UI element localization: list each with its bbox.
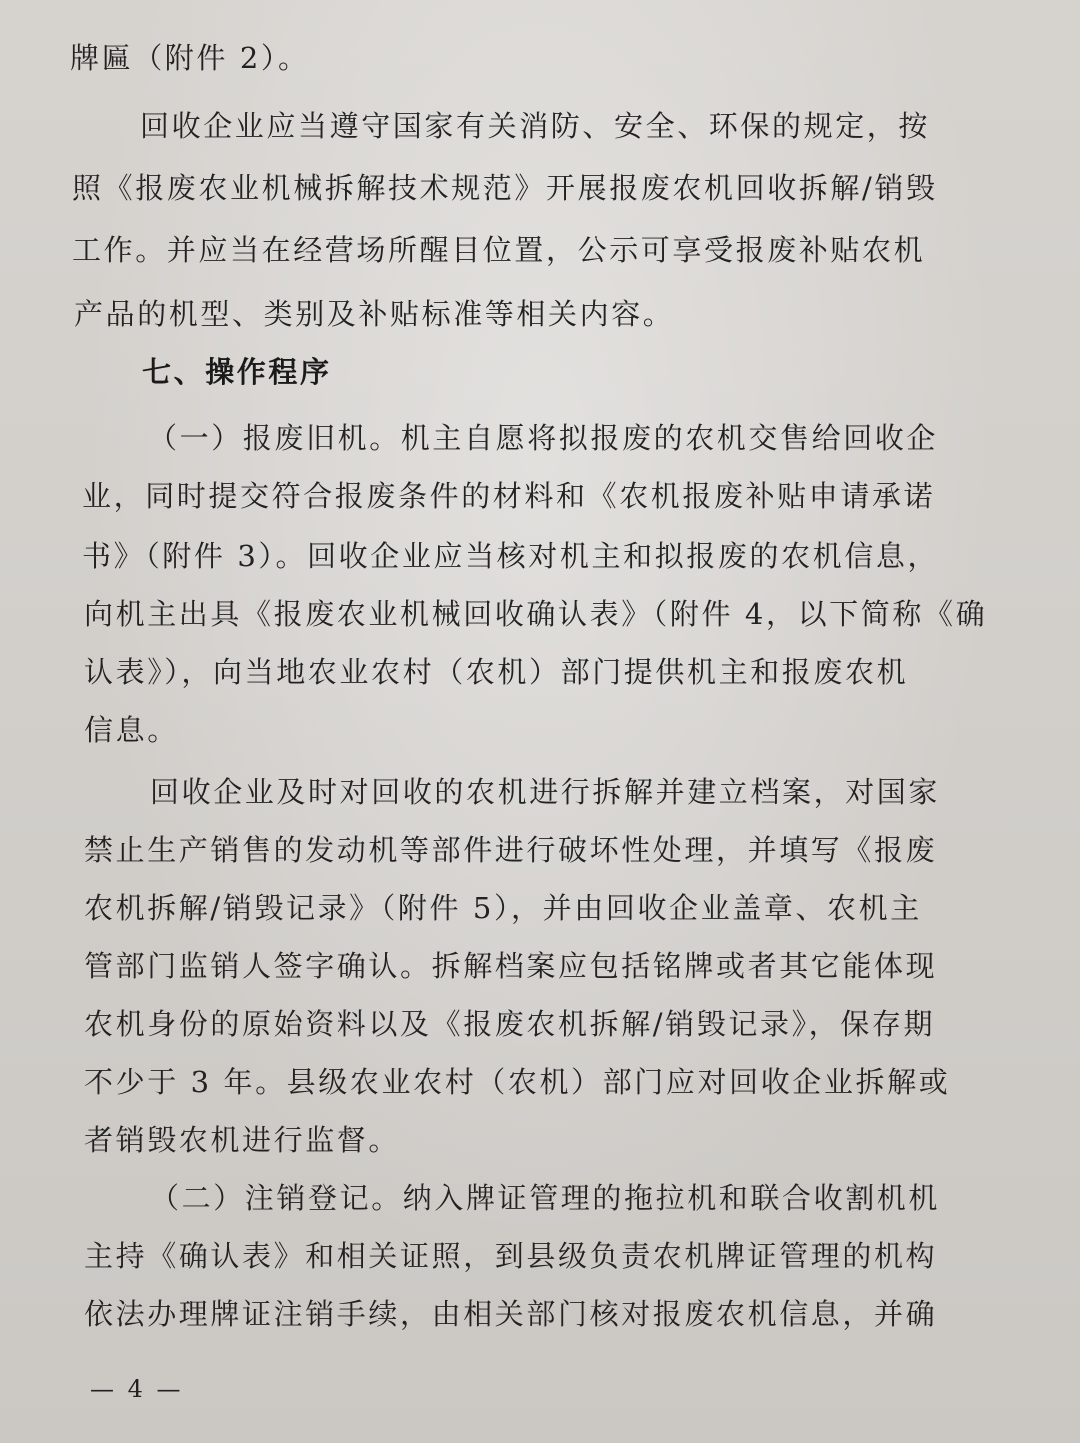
text-line: 者销毁农机进行监督。 (84, 1123, 401, 1157)
text-line: 主持《确认表》和相关证照，到县级负责农机牌证管理的机构 (84, 1239, 938, 1273)
text-line: （二）注销登记。纳入牌证管理的拖拉机和联合收割机机 (150, 1181, 941, 1215)
text-line: 照《报废农业机械拆解技术规范》开展报废农机回收拆解/销毁 (72, 171, 938, 205)
text-line: 书》（附件 3）。回收企业应当核对机主和拟报废的农机信息， (82, 539, 940, 573)
text-line: 信息。 (84, 713, 179, 747)
section-heading: 七、操作程序 (142, 355, 332, 389)
text-line: 业，同时提交符合报废条件的材料和《农机报废补贴申请承诺 (82, 479, 936, 513)
text-line: 回收企业应当遵守国家有关消防、安全、环保的规定，按 (140, 109, 931, 143)
text-line: 不少于 3 年。县级农业农村（农机）部门应对回收企业拆解或 (84, 1065, 951, 1099)
text-line: 产品的机型、类别及补贴标准等相关内容。 (74, 297, 675, 331)
text-line: 禁止生产销售的发动机等部件进行破坏性处理，并填写《报废 (84, 833, 938, 867)
text-line: 农机身份的原始资料以及《报废农机拆解/销毁记录》，保存期 (84, 1007, 936, 1041)
text-line: 依法办理牌证注销手续，由相关部门核对报废农机信息，并确 (84, 1297, 938, 1331)
text-line: 管部门监销人签字确认。拆解档案应包括铭牌或者其它能体现 (84, 949, 938, 983)
text-line: 农机拆解/销毁记录》（附件 5），并由回收企业盖章、农机主 (84, 891, 922, 925)
text-line: 向机主出具《报废农业机械回收确认表》（附件 4，以下简称《确 (84, 597, 988, 631)
text-line: 认表》），向当地农业农村（农机）部门提供机主和报废农机 (84, 655, 909, 689)
page-number: — 4 — (90, 1375, 184, 1403)
text-line: 牌匾（附件 2）。 (70, 41, 310, 75)
text-line: 工作。并应当在经营场所醒目位置，公示可享受报废补贴农机 (72, 233, 926, 267)
text-line: （一）报废旧机。机主自愿将拟报废的农机交售给回收企 (148, 421, 939, 455)
text-line: 回收企业及时对回收的农机进行拆解并建立档案，对国家 (150, 775, 941, 809)
